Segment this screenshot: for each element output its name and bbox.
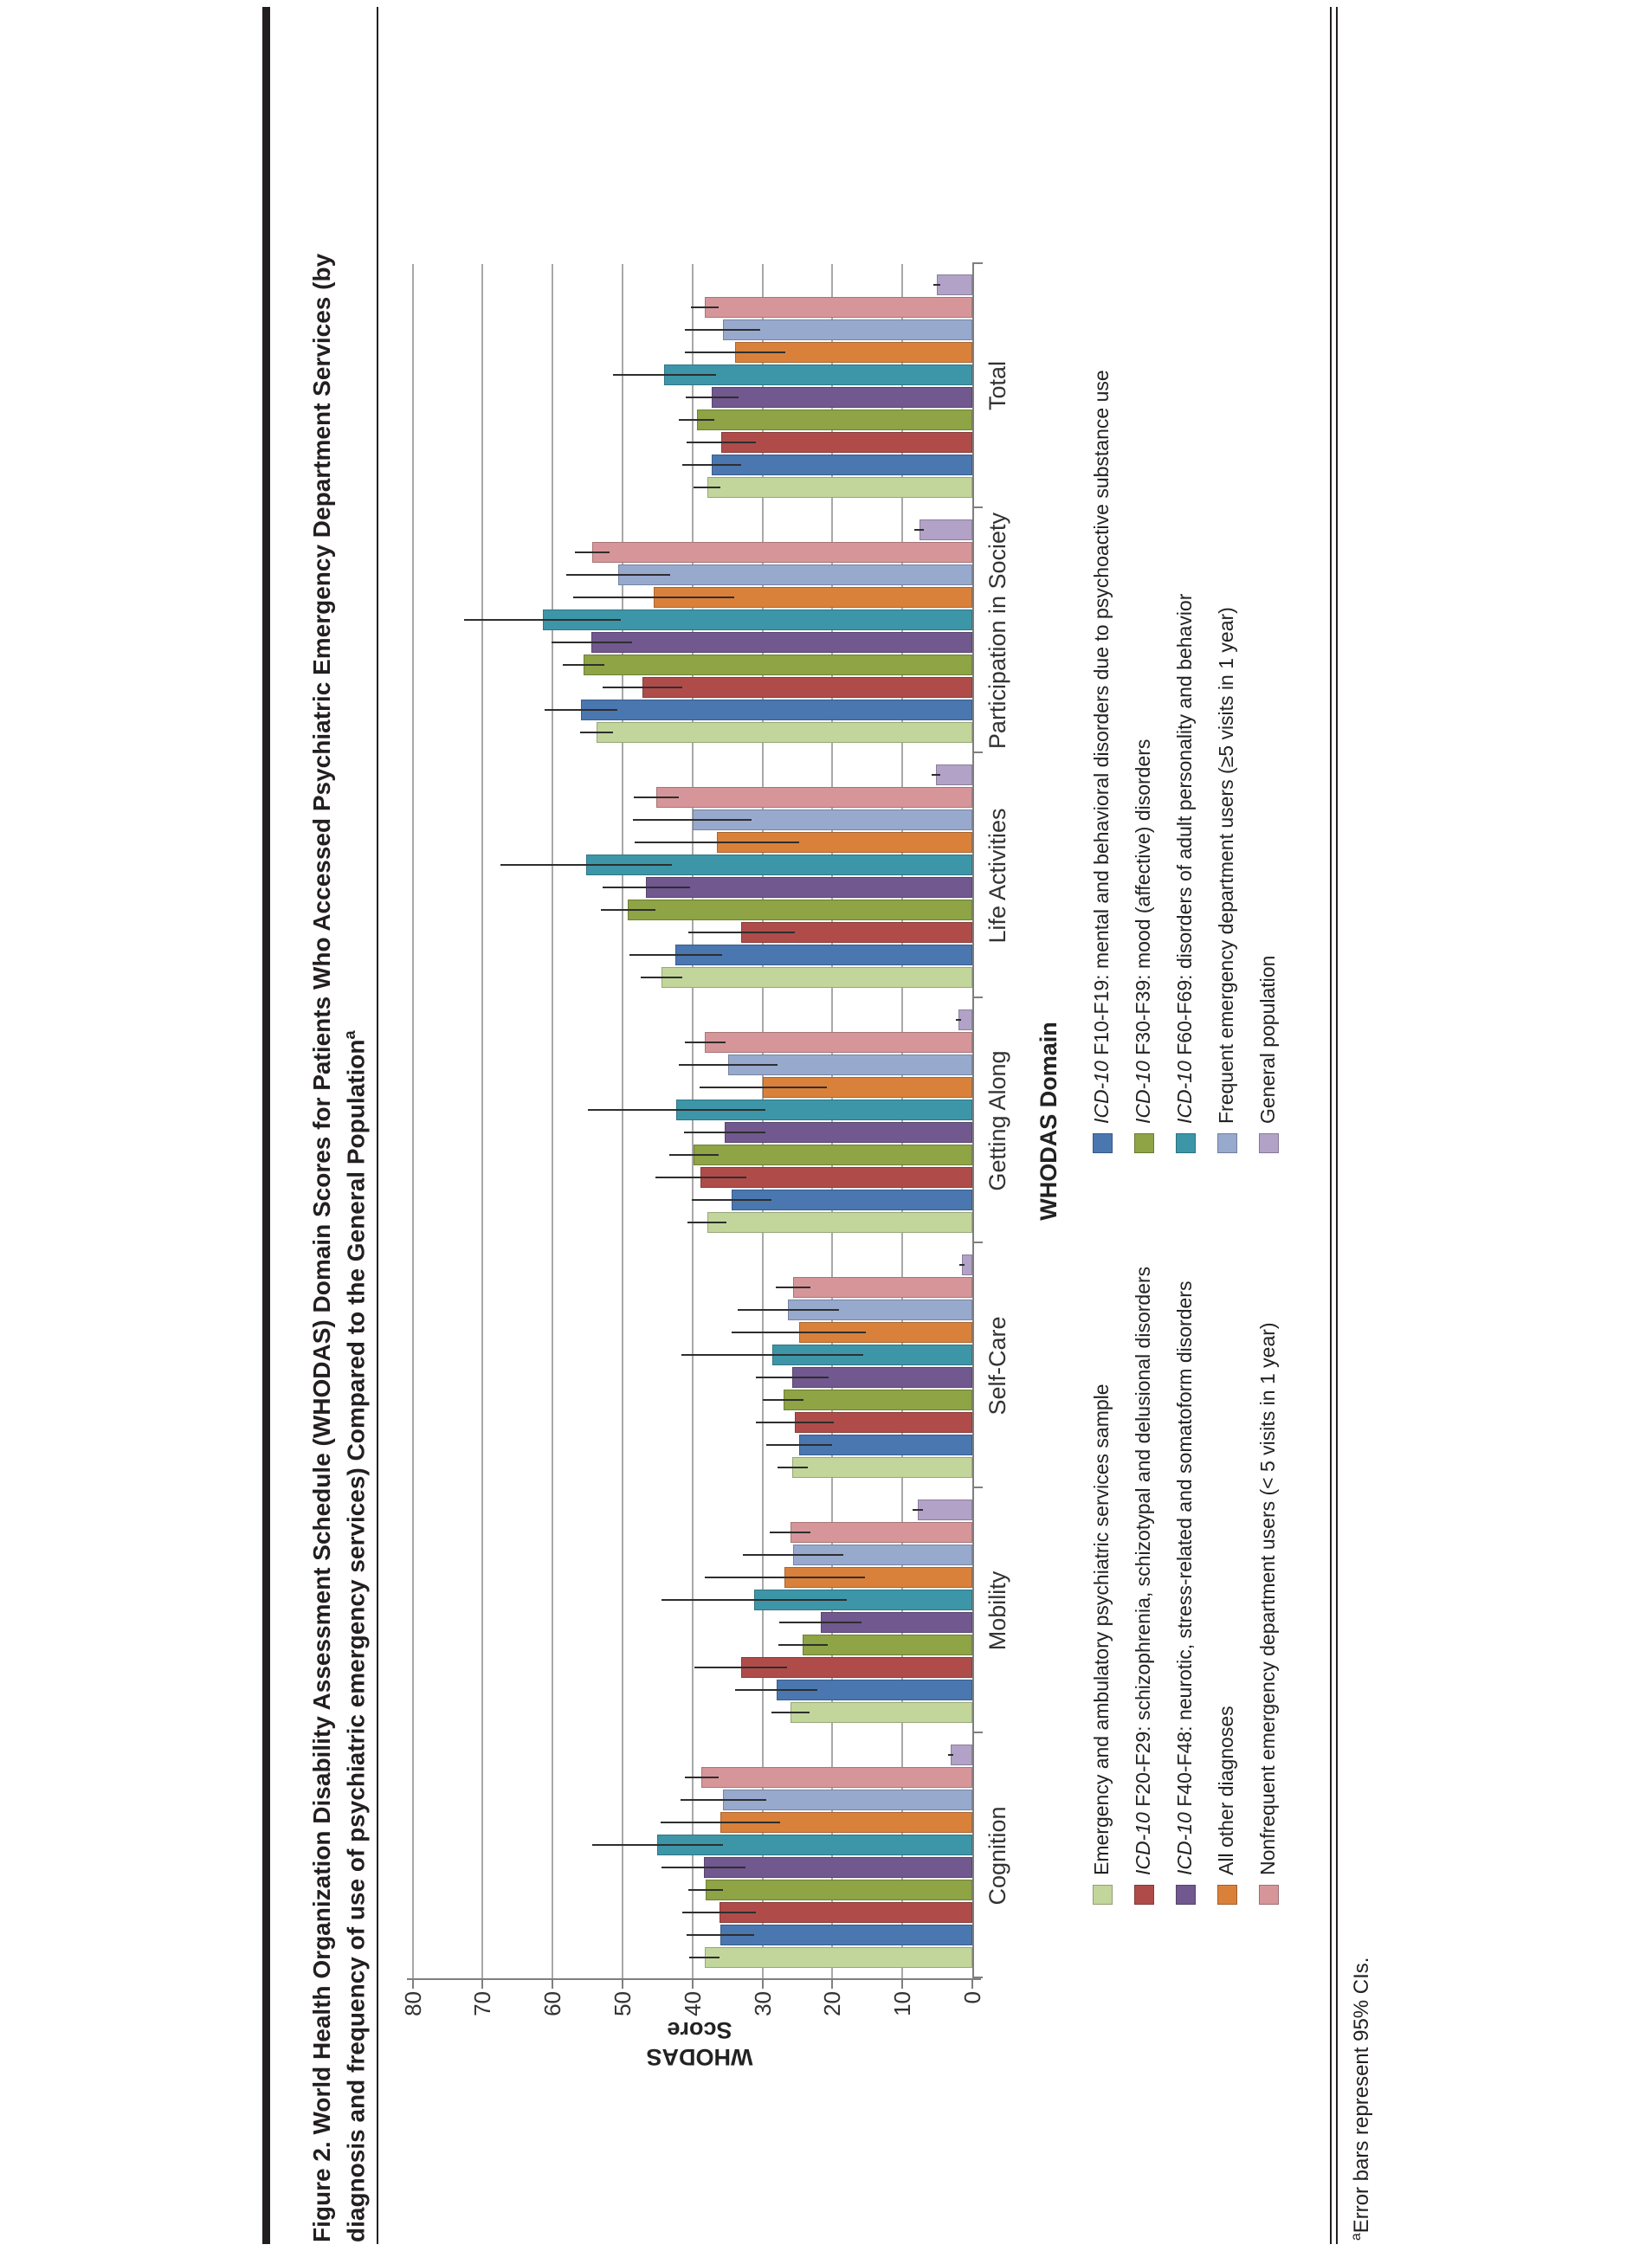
error-bar bbox=[686, 397, 739, 399]
error-bar bbox=[464, 620, 621, 622]
category-tick-mark bbox=[972, 1732, 983, 1733]
category-tick-mark bbox=[972, 751, 983, 753]
y-axis-title: WHODAS Score bbox=[646, 2017, 752, 2070]
error-bar bbox=[573, 597, 734, 599]
error-bar bbox=[956, 1020, 961, 1022]
bar-cognition bbox=[706, 1880, 972, 1901]
bar-cognition bbox=[720, 1903, 972, 1924]
error-bar bbox=[603, 687, 682, 689]
bar-participation-in-society bbox=[597, 723, 972, 744]
error-bar bbox=[776, 1287, 810, 1289]
error-bar bbox=[601, 910, 655, 912]
bar-mobility bbox=[791, 1523, 972, 1544]
legend-label: General population bbox=[1256, 955, 1279, 1124]
category-tick-mark bbox=[972, 262, 983, 264]
y-tick-label: 40 bbox=[679, 1991, 706, 2016]
legend-key-square bbox=[1176, 1133, 1196, 1153]
error-bar bbox=[580, 732, 614, 734]
error-bar bbox=[681, 1355, 863, 1357]
error-bar bbox=[685, 1042, 726, 1044]
bar-cognition bbox=[720, 1925, 972, 1946]
bar-participation-in-society bbox=[592, 543, 972, 564]
gridline bbox=[622, 264, 623, 1978]
category-label: Life Activities bbox=[984, 808, 1010, 944]
error-bar bbox=[685, 330, 760, 332]
figure-title bbox=[308, 5, 370, 2242]
bar-total bbox=[712, 388, 972, 409]
error-bar bbox=[913, 1510, 922, 1512]
legend-key-square bbox=[1093, 1133, 1113, 1153]
error-bar bbox=[694, 487, 720, 489]
error-bar bbox=[552, 642, 633, 644]
bar-self-care bbox=[792, 1458, 972, 1479]
error-bar bbox=[694, 1667, 787, 1669]
legend-label: ICD-10 F60-F69: disorders of adult personality and behavior bbox=[1173, 593, 1196, 1124]
gridline bbox=[692, 264, 694, 1978]
error-bar bbox=[687, 1935, 754, 1937]
error-bar bbox=[684, 1132, 765, 1134]
error-bar bbox=[633, 820, 752, 822]
error-bar bbox=[679, 420, 713, 422]
bar-total bbox=[721, 433, 972, 454]
bar-self-care bbox=[784, 1390, 972, 1411]
category-tick-mark bbox=[972, 1487, 983, 1488]
bar-participation-in-society bbox=[618, 565, 972, 586]
x-axis-baseline bbox=[972, 264, 974, 1978]
bar-mobility bbox=[803, 1635, 972, 1656]
error-bar bbox=[575, 552, 610, 554]
error-bar bbox=[771, 1712, 810, 1714]
legend-key-square bbox=[1217, 1885, 1237, 1905]
error-bar bbox=[685, 1777, 719, 1779]
bar-total bbox=[707, 478, 972, 499]
error-bar bbox=[705, 1577, 866, 1579]
bar-total bbox=[712, 455, 972, 476]
category-label: Mobility bbox=[984, 1571, 1010, 1651]
figure-bottom-rule-1 bbox=[1330, 7, 1332, 2244]
category-label: Participation in Society bbox=[984, 512, 1010, 750]
title-bottom-rule bbox=[377, 7, 378, 2244]
gridline bbox=[412, 264, 414, 1978]
error-bar bbox=[687, 442, 755, 444]
figure-title-line2: diagnosis and frequency of use of psychiatric emergency services) Compared to the General Population$^a$ bbox=[341, 1030, 370, 2242]
bar-life-activities bbox=[646, 878, 972, 899]
gridline bbox=[481, 264, 483, 1978]
error-bar bbox=[738, 1310, 838, 1312]
category-tick-mark bbox=[972, 506, 983, 508]
y-tick-label: 20 bbox=[819, 1991, 846, 2016]
error-bar bbox=[566, 575, 670, 577]
category-tick-mark bbox=[972, 997, 983, 998]
legend-label: ICD-10 F20-F29: schizophrenia, schizotypal and delusional disorders bbox=[1132, 1266, 1154, 1875]
error-bar bbox=[778, 1467, 809, 1469]
category-tick-mark bbox=[972, 1242, 983, 1243]
bar-total bbox=[697, 410, 972, 431]
error-bar bbox=[732, 1332, 866, 1334]
error-bar bbox=[779, 1622, 861, 1624]
error-bar bbox=[635, 842, 800, 844]
error-bar bbox=[743, 1555, 843, 1557]
bar-getting-along bbox=[694, 1145, 972, 1166]
legend-key-square bbox=[1217, 1133, 1237, 1153]
error-bar bbox=[700, 1087, 827, 1089]
legend-key-square bbox=[1259, 1133, 1279, 1153]
y-tick-label: 50 bbox=[610, 1991, 636, 2016]
bar-participation-in-society bbox=[581, 700, 972, 721]
legend-key-square bbox=[1259, 1885, 1279, 1905]
category-tick-mark bbox=[972, 1977, 983, 1978]
y-axis-line bbox=[407, 1978, 981, 1980]
bar-participation-in-society bbox=[920, 520, 972, 541]
legend-key-square bbox=[1093, 1885, 1113, 1905]
category-label: Cognition bbox=[984, 1806, 1010, 1906]
error-bar bbox=[603, 887, 691, 889]
bar-mobility bbox=[791, 1703, 972, 1724]
legend-label: Nonfrequent emergency department users (< 5 visits in 1 year) bbox=[1256, 1322, 1279, 1875]
bar-cognition bbox=[701, 1768, 972, 1789]
error-bar bbox=[959, 1265, 965, 1267]
error-bar bbox=[661, 1600, 846, 1602]
bar-life-activities bbox=[936, 765, 972, 786]
figure-top-rule bbox=[262, 7, 270, 2244]
bar-cognition bbox=[951, 1745, 972, 1766]
error-bar bbox=[687, 1222, 726, 1224]
error-bar bbox=[500, 865, 671, 867]
category-label: Total bbox=[984, 360, 1010, 411]
error-bar bbox=[770, 1532, 810, 1534]
error-bar bbox=[948, 1755, 953, 1757]
legend-label: Emergency and ambulatory psychiatric services sample bbox=[1090, 1383, 1113, 1875]
error-bar bbox=[691, 307, 719, 309]
bar-cognition bbox=[705, 1948, 972, 1969]
legend-label: Frequent emergency department users (≥5 visits in 1 year) bbox=[1215, 607, 1237, 1124]
legend-label: ICD-10 F40-F48: neurotic, stress-related and somatoform disorders bbox=[1173, 1280, 1196, 1875]
y-tick-label: 10 bbox=[889, 1991, 916, 2016]
error-bar bbox=[763, 1400, 803, 1402]
y-tick-label: 0 bbox=[959, 1991, 985, 2004]
y-tick-label: 60 bbox=[539, 1991, 566, 2016]
error-bar bbox=[756, 1377, 829, 1379]
error-bar bbox=[545, 710, 617, 712]
figure-title-line1: Figure 2. World Health Organization Disability Assessment Schedule (WHODAS) Domain Scores for Patients Who Accessed Psychiatric Emergency Department Services (by bbox=[308, 253, 335, 2242]
bar-participation-in-society bbox=[591, 633, 972, 654]
category-label: Getting Along bbox=[984, 1050, 1010, 1191]
error-bar bbox=[681, 1800, 766, 1802]
error-bar bbox=[634, 797, 679, 799]
figure-bottom-rule-2 bbox=[1336, 7, 1338, 2244]
error-bar bbox=[689, 1958, 720, 1959]
legend-key-square bbox=[1134, 1133, 1154, 1153]
x-axis-title: WHODAS Domain bbox=[1036, 1022, 1062, 1221]
gridline bbox=[762, 264, 764, 1978]
bar-life-activities bbox=[661, 968, 972, 989]
error-bar bbox=[766, 1445, 832, 1447]
error-bar bbox=[682, 465, 741, 467]
error-bar bbox=[914, 530, 924, 532]
legend-key-square bbox=[1134, 1885, 1154, 1905]
y-tick-label: 30 bbox=[749, 1991, 776, 2016]
footnote: $^a$Error bars represent 95% CIs. bbox=[1349, 1957, 1373, 2241]
error-bar bbox=[563, 665, 604, 667]
legend-label: All other diagnoses bbox=[1215, 1706, 1237, 1875]
error-bar bbox=[756, 1422, 834, 1424]
legend-label: ICD-10 F10-F19: mental and behavioral disorders due to psychoactive substance use bbox=[1090, 370, 1113, 1124]
y-tick-label: 80 bbox=[399, 1991, 426, 2016]
error-bar bbox=[629, 955, 722, 957]
y-tick-label: 70 bbox=[469, 1991, 496, 2016]
legend-label: ICD-10 F30-F39: mood (affective) disorders bbox=[1132, 739, 1154, 1124]
bar-total bbox=[705, 298, 972, 319]
error-bar bbox=[679, 1065, 777, 1067]
gridline bbox=[552, 264, 553, 1978]
error-bar bbox=[655, 1177, 746, 1179]
title-superscript: a bbox=[341, 1030, 358, 1040]
legend-key-square bbox=[1176, 1885, 1196, 1905]
error-bar bbox=[692, 1200, 771, 1202]
category-label: Self-Care bbox=[984, 1316, 1010, 1416]
bar-getting-along bbox=[705, 1033, 972, 1054]
bar-total bbox=[937, 275, 972, 296]
error-bar bbox=[613, 375, 717, 377]
error-bar bbox=[661, 1867, 745, 1869]
bar-participation-in-society bbox=[584, 655, 972, 676]
error-bar bbox=[669, 1155, 719, 1157]
bar-getting-along bbox=[707, 1213, 972, 1234]
bar-mobility bbox=[918, 1500, 972, 1521]
error-bar bbox=[932, 775, 940, 777]
error-bar bbox=[682, 1912, 755, 1914]
bar-life-activities bbox=[628, 900, 972, 921]
error-bar bbox=[592, 1845, 722, 1847]
error-bar bbox=[735, 1690, 817, 1692]
error-bar bbox=[688, 932, 795, 934]
error-bar bbox=[661, 1822, 779, 1824]
bar-life-activities bbox=[656, 788, 972, 809]
error-bar bbox=[685, 352, 785, 354]
error-bar bbox=[778, 1645, 828, 1647]
error-bar bbox=[933, 285, 940, 287]
error-bar bbox=[688, 1890, 723, 1892]
error-bar bbox=[641, 977, 682, 979]
error-bar bbox=[588, 1110, 765, 1112]
bar-participation-in-society bbox=[642, 678, 972, 699]
bar-self-care bbox=[793, 1278, 972, 1299]
